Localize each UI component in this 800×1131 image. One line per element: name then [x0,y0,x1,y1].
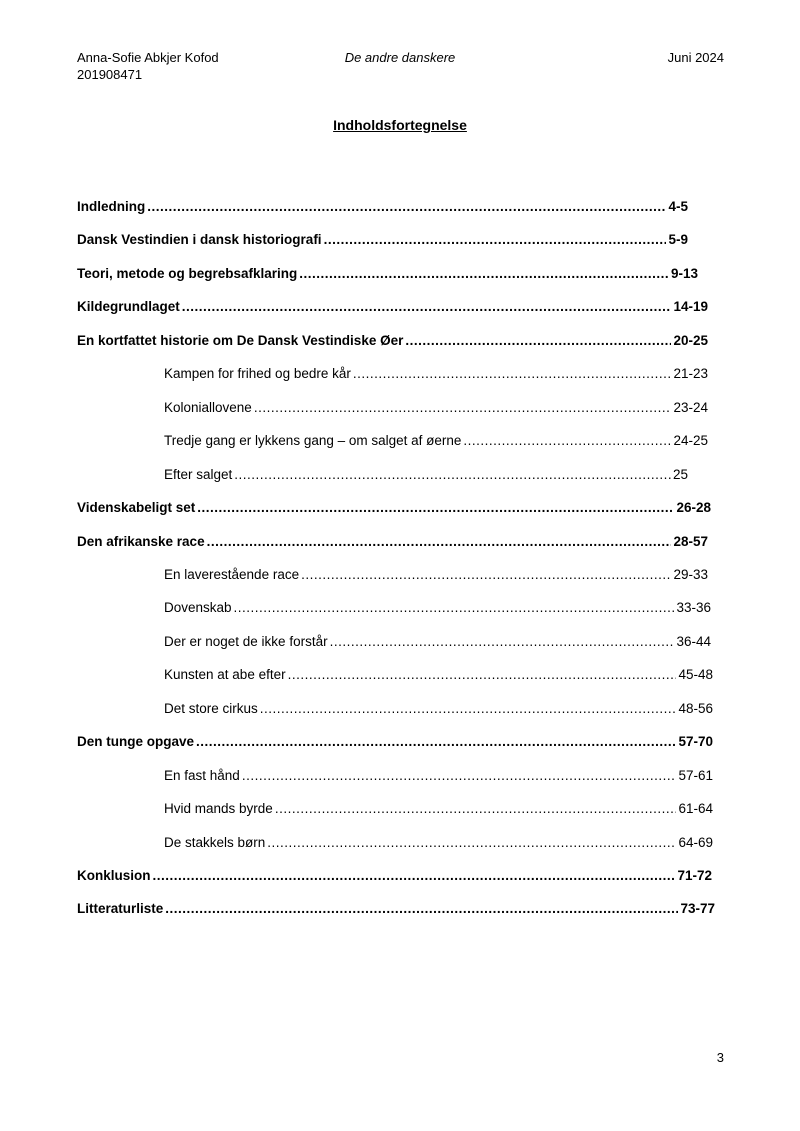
toc-subentry [164,365,708,382]
toc-entry-label: En kortfattet historie om De Dansk Vestindiske Øer [77,332,404,348]
toc-entry-pages: 61-64 [678,801,713,817]
page-number: 3 [716,1050,724,1065]
dot-leader [288,666,677,683]
toc-entry-label: Kampen for frihed og bedre kår [164,366,351,382]
toc-entry [77,867,712,884]
toc-entry-pages: 25 [672,466,688,482]
dot-leader [197,499,674,516]
dot-leader [196,733,676,750]
toc-subentry [164,666,713,683]
dot-leader [324,231,667,248]
dot-leader [234,599,675,616]
toc-entry-label: Det store cirkus [164,700,258,716]
toc-entry-label: Der er noget de ikke forstår [164,633,328,649]
toc-entry-label: Den tunge opgave [77,734,195,750]
header-date: Juni 2024 [667,50,724,65]
dot-leader [234,466,671,483]
toc-entry-label: Koloniallovene [164,399,252,415]
toc-entry-pages: 14-19 [673,299,708,315]
toc-entry-pages: 64-69 [678,834,713,850]
toc-entry-label: Dansk Vestindien i dansk historiografi [77,232,322,248]
toc-entry-label: Indledning [77,199,146,214]
toc-entry-label: Litteraturliste [77,901,164,917]
toc-heading: Indholdsfortegnelse [333,117,467,133]
dot-leader [405,332,671,349]
toc-entry-pages: 33-36 [676,600,711,616]
toc-entry-pages: 36-44 [676,633,711,649]
toc-subentry [164,834,713,851]
header-document-title: De andre danskere [344,50,456,65]
toc-entry-pages: 71-72 [677,868,712,883]
toc-entry-label: Hvid mands byrde [164,801,273,817]
toc-entry-pages: 28-57 [673,533,708,549]
toc-entry-pages: 20-25 [673,332,708,348]
toc-entry [77,198,688,215]
dot-leader [254,399,672,416]
toc-entry-label: Teori, metode og begrebsafklaring [77,265,298,281]
toc-subentry [164,800,713,817]
dot-leader [267,834,676,851]
toc-subentry [164,399,708,416]
toc-entry [77,733,713,750]
toc-entry-pages: 4-5 [668,199,688,214]
toc-subentry [164,466,688,483]
toc-entry [77,332,708,349]
toc-entry-label: Kildegrundlaget [77,299,180,315]
toc-entry [77,298,708,315]
dot-leader [330,633,675,650]
toc-entry-pages: 57-70 [678,734,713,750]
toc-entry [77,900,715,917]
toc-entry-label: Dovenskab [164,600,232,616]
toc-entry-label: Konklusion [77,868,151,883]
toc-subentry [164,599,711,616]
dot-leader [207,533,672,550]
toc-entry-pages: 57-61 [678,767,713,783]
student-id: 201908471 [77,67,143,82]
dot-leader [260,700,677,717]
toc-entry-pages: 24-25 [673,433,708,449]
toc-subentry [164,767,713,784]
toc-entry-pages: 5-9 [668,232,688,248]
toc-subentry [164,566,708,583]
toc-entry-label: Tredje gang er lykkens gang – om salget af øerne [164,433,462,449]
toc-entry [77,231,688,248]
dot-leader [299,265,669,282]
toc-entry-pages: 48-56 [678,700,713,716]
dot-leader [275,800,677,817]
dot-leader [353,365,672,382]
dot-leader [463,432,671,449]
toc-entry-label: Den afrikanske race [77,533,205,549]
toc-entry-label: Efter salget [164,466,233,482]
toc-entry-pages: 9-13 [670,265,698,281]
dot-leader [242,767,677,784]
toc-entry-pages: 23-24 [673,399,708,415]
toc-entry-pages: 45-48 [678,667,713,683]
dot-leader [165,900,678,917]
dot-leader [301,566,671,583]
toc-subentry [164,700,713,717]
toc-subentry [164,432,708,449]
toc-entry-label: Videnskabeligt set [77,500,196,516]
toc-entry [77,265,698,282]
toc-subentry [164,633,711,650]
toc-entry [77,499,711,516]
toc-entry-label: De stakkels børn [164,834,266,850]
toc-entry-label: Kunsten at abe efter [164,667,286,683]
dot-leader [182,298,672,315]
toc-entry-pages: 73-77 [680,901,715,917]
dot-leader [153,867,676,884]
toc-entry-pages: 21-23 [673,366,708,382]
toc-entry-label: En fast hånd [164,767,240,783]
toc-entry-label: En laverestående race [164,566,300,582]
author-name: Anna-Sofie Abkjer Kofod [77,50,219,65]
dot-leader [147,198,666,215]
toc-entry-pages: 29-33 [673,566,708,582]
toc-entry-pages: 26-28 [676,500,711,516]
toc-entry [77,533,708,550]
